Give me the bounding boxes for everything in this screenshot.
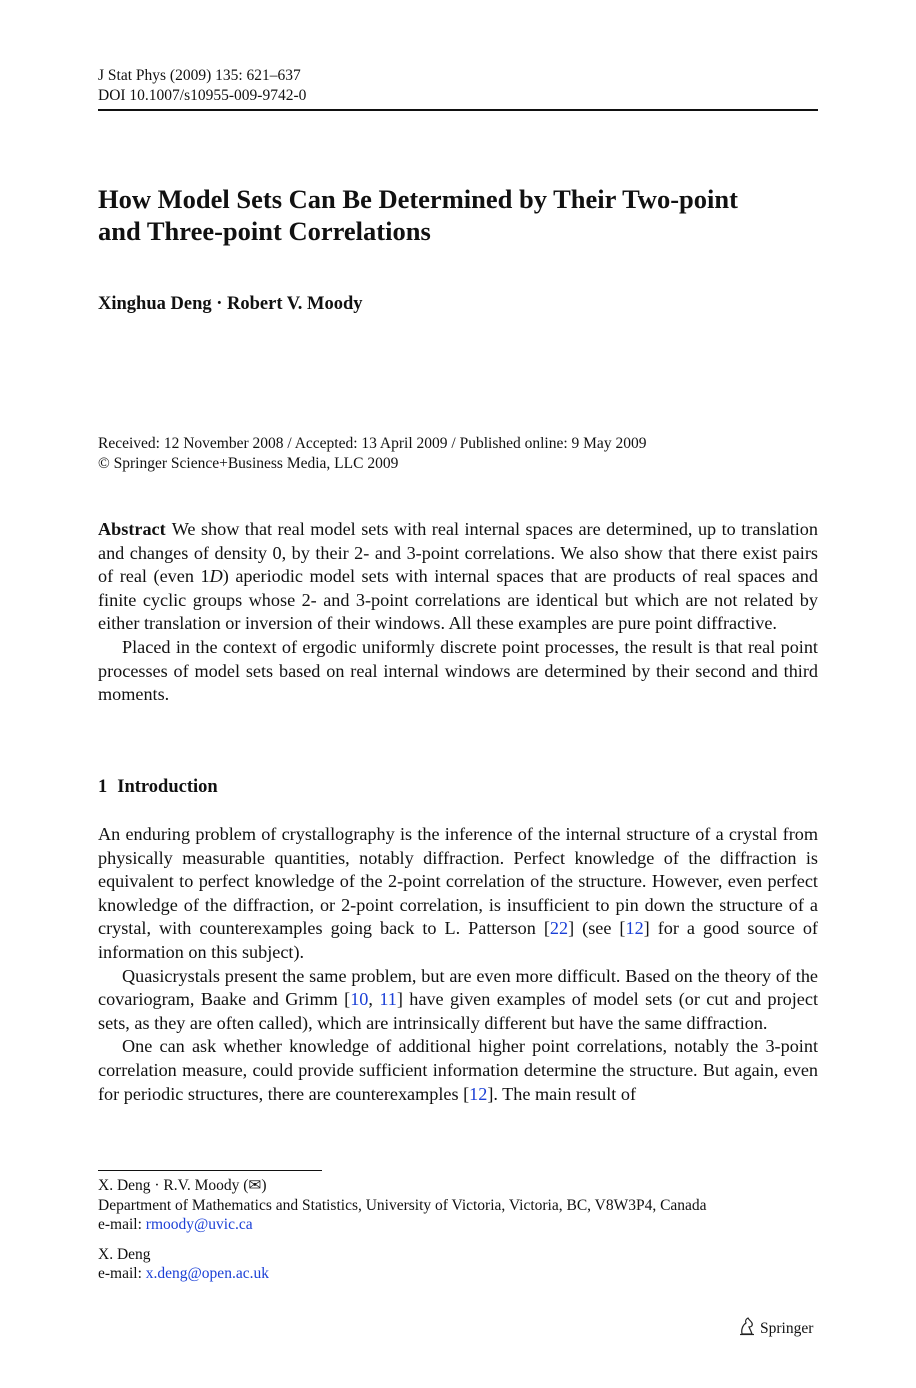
section-number: 1	[98, 777, 108, 797]
intro-text: ]. The main result of	[487, 1083, 637, 1104]
authors: Xinghua Deng · Robert V. Moody	[98, 294, 363, 314]
footnote-rule	[98, 1170, 322, 1171]
abstract-paragraph-2: Placed in the context of ergodic uniformly discrete point processes, the result is that real point processes of model sets based on real internal windows are determined by their second and third moments.	[98, 636, 818, 705]
abstract-label: Abstract	[98, 519, 166, 539]
journal-citation: J Stat Phys (2009) 135: 621–637	[98, 67, 301, 84]
abstract-text: We show that real model sets with real internal spaces are determined, up to translation and changes of density 0, by their 2- and 3-point correlations. We also show that there exist pairs of real (even 1	[98, 519, 818, 587]
email-link[interactable]: x.deng@open.ac.uk	[145, 1265, 269, 1282]
header-rule	[98, 109, 818, 111]
email-label: e-mail:	[98, 1265, 146, 1282]
intro-text: ] have given examples of model sets (or cut and project sets, as they are often called), which are intrinsically different but have the same diffraction.	[98, 989, 819, 1033]
footnote-author-2: X. Deng	[98, 1245, 151, 1263]
publisher-name: Springer	[760, 1319, 814, 1337]
footnote-authors: X. Deng · R.V. Moody (✉)	[98, 1177, 267, 1194]
abstract-paragraph-1	[98, 518, 818, 636]
footnote-affiliation: Department of Mathematics and Statistics, University of Victoria, Victoria, BC, V8W3P4, Canada	[98, 1196, 707, 1214]
citation-link[interactable]: 12	[625, 918, 644, 939]
section-heading	[98, 777, 218, 798]
citation-link[interactable]: 22	[549, 918, 569, 939]
publisher-logo	[738, 1316, 813, 1341]
intro-text: ] for a good source of information on this subject).	[98, 918, 818, 962]
introduction-body	[98, 823, 818, 1106]
intro-paragraph-1	[98, 823, 818, 965]
intro-text: Quasicrystals present the same problem, but are even more difficult. Based on the theory of the covariogram, Baake and Grimm [	[98, 965, 818, 1010]
received-accepted: Received: 12 November 2008 / Accepted: 13 April 2009 / Published online: 9 May 2009	[98, 435, 647, 452]
title-line-2: and Three-point Correlations	[98, 216, 431, 246]
springer-horse-icon	[738, 1316, 756, 1341]
journal-header	[98, 66, 306, 106]
section-title: Introduction	[117, 777, 218, 797]
citation-link[interactable]: 12	[469, 1083, 488, 1104]
footnote-email-2	[98, 1264, 707, 1284]
title-line-1: How Model Sets Can Be Determined by Their Two-point	[98, 184, 738, 214]
abstract-text: ) aperiodic model sets with internal spaces that are products of real spaces and finite cyclic groups whose 2- and 3-point correlations are identical but which are not related by either translation or inversion of their windows. All these examples are pure point diffractive.	[98, 566, 818, 634]
intro-text: ] (see [	[568, 918, 626, 939]
publication-dates	[98, 434, 646, 473]
abstract	[98, 518, 818, 707]
footnotes	[98, 1176, 707, 1284]
paper-title	[98, 183, 818, 247]
intro-paragraph-2	[98, 965, 818, 1036]
email-label: e-mail:	[98, 1216, 146, 1233]
intro-paragraph-3	[98, 1035, 818, 1106]
email-link[interactable]: rmoody@uvic.ca	[145, 1216, 253, 1233]
abstract-math: D	[209, 566, 223, 587]
footnote-email-1	[98, 1215, 707, 1235]
doi: DOI 10.1007/s10955-009-9742-0	[98, 87, 307, 104]
intro-text: An enduring problem of crystallography is the inference of the internal structure of a crystal from physically measurable quantities, notably diffraction. Perfect knowledge of the diffraction is equivalent to perfect knowledge of the 2-point correlation of the structure. However, even perfect knowledge of the diffraction, or 2-point correlation, is insufficient to pin down the structure of a crystal, with counterexamples going back to L. Patterson [	[98, 824, 818, 939]
copyright: © Springer Science+Business Media, LLC 2009	[98, 454, 399, 472]
citation-link[interactable]: 10	[350, 989, 369, 1010]
citation-link[interactable]: 11	[379, 989, 397, 1010]
intro-text: ,	[368, 989, 380, 1010]
intro-text: One can ask whether knowledge of additional higher point correlations, notably the 3-point correlation measure, could provide sufficient information determine the structure. But again, even for periodic structures, there are counterexamples [	[98, 1036, 818, 1104]
